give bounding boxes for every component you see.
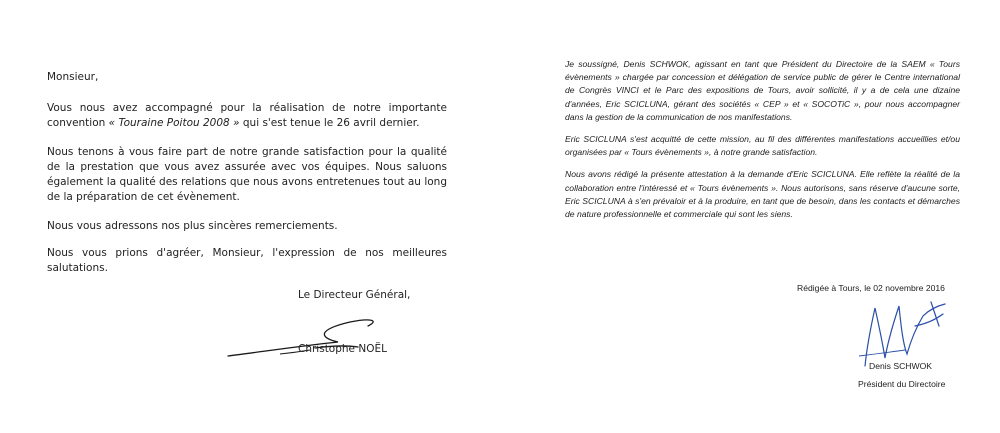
attestation-paragraph-1: Je soussigné, Denis SCHWOK, agissant en tant que Président du Directoire de la SAEM « Tours évènements » chargée par concession et délégation de service public de gérer le Centre international de Congrès VINCI et le Parc des expositions de Tours, avoir sollicité, il y a de cela une dizaine d'années, Eric SCICLUNA, gérant des sociétés « CEP » et « SOCOTiC », pour nous accompagner dans la gestion de la communication de nos manifestations. (565, 59, 960, 122)
right-signatory-name: Denis SCHWOK (869, 361, 933, 371)
right-signatory-role: Président du Directoire (858, 379, 946, 389)
left-signatory-title: Le Directeur Général, (298, 289, 411, 301)
attestation-paragraph-2: Eric SCICLUNA s'est acquitté de cette mission, au fil des différentes manifestations accueillies et/ou organisées par « Tours évènements », à notre grande satisfaction. (565, 134, 960, 158)
right-letter (565, 58, 960, 221)
paragraph-closing: Nous vous prions d'agréer, Monsieur, l'expression de nos meilleures salutations. (47, 247, 447, 274)
date-line: Rédigée à Tours, le 02 novembre 2016 (797, 283, 945, 293)
event-name: « Touraine Poitou 2008 » (108, 117, 240, 129)
left-signatory-name: Christophe NOËL (298, 343, 387, 355)
paragraph-thanks: Nous vous adressons nos plus sincères remerciements. (47, 220, 338, 232)
salutation: Monsieur, (47, 71, 99, 83)
left-letter (47, 70, 447, 290)
paragraph-satisfaction: Nous tenons à vous faire part de notre grande satisfaction pour la qualité de la prestation que vous avez assurée avec vos équipes. Nous saluons également la qualité des relations que nous avons entretenues tout au long de la préparation de cet évènement. (47, 146, 447, 203)
left-signature-icon (220, 308, 390, 368)
paragraph-convention-text: Vous nous avez accompagné pour la réalisation de notre importante convention (47, 102, 447, 129)
paragraph-convention-date: qui s'est tenue le 26 avril dernier. (239, 117, 420, 129)
attestation-paragraph-3: Nous avons rédigé la présente attestation à la demande d'Eric SCICLUNA. Elle reflète la réalité de la collaboration entre l'intéressé et « Tours évènements ». Nous autorisons, sans réserve d'aucune sorte, Eric SCICLUNA à s'en prévaloir et à la produire, en tant que de besoin, dans les contacts et démarches de nature professionnelle et commerciale qui sont les siens. (565, 169, 960, 220)
paragraph-convention (47, 101, 447, 131)
